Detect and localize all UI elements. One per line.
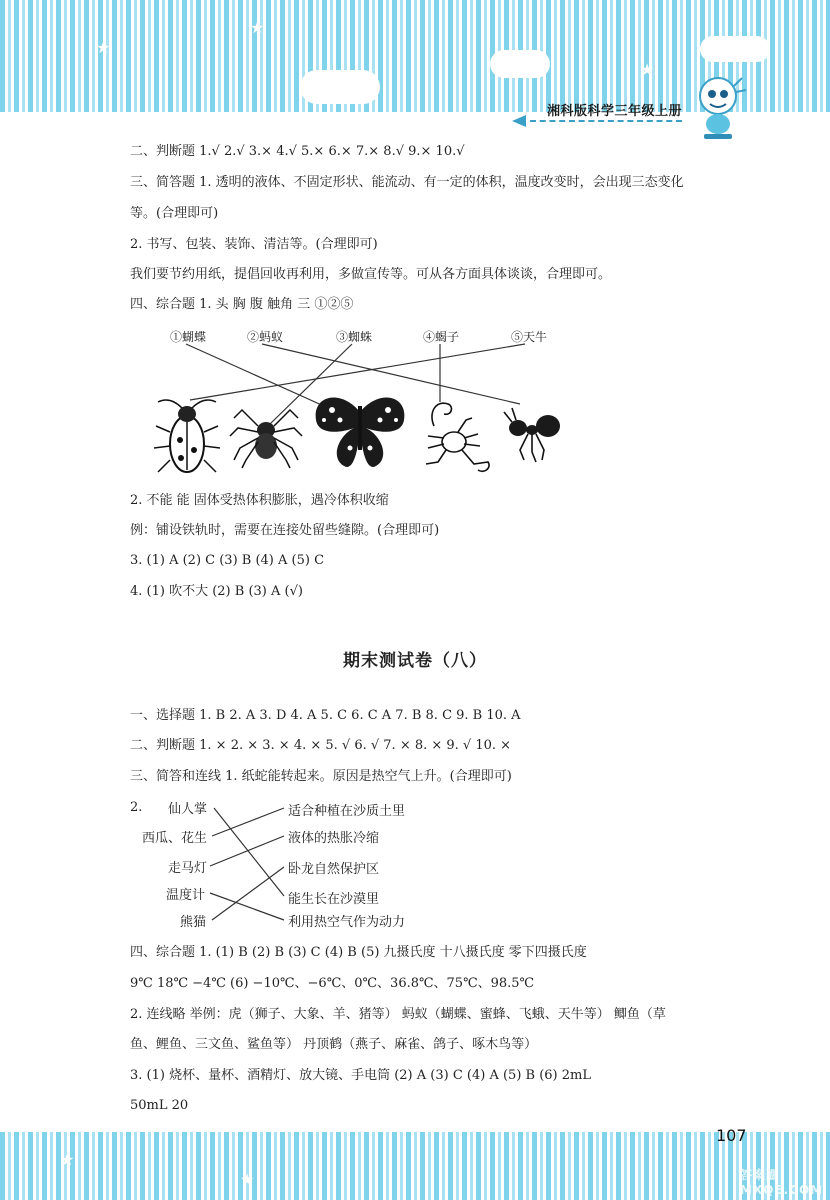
short-answer-2-cont: 我们要节约用纸，提倡回收再利用，多做宣传等。可从各方面具体谈谈，合理即可。 [130,267,612,282]
star-icon: ★ [240,1170,255,1189]
star-icon: ★ [60,1150,75,1169]
comprehensive-final-1: 四、综合题 1. (1) B (2) B (3) C (4) B (5) 九摄氏度 十八摄氏度 零下四摄氏度 [130,945,587,960]
watermark: 答案圈 MXQE.COM [740,1168,824,1197]
comprehensive-4: 4. (1) 吹不大 (2) B (3) A (√) [130,584,303,599]
comprehensive-final-2: 2. 连线略 举例：虎（狮子、大象、羊、猪等） 蚂蚁（蝴蝶、蜜蜂、飞蛾、天牛等） 鲫鱼（草 [130,1007,666,1022]
left-item: 西瓜、花生 [142,831,208,846]
match-label: ①蝴蝶 [170,330,207,344]
left-item: 走马灯 [168,861,208,876]
question-number: 2. [130,800,143,815]
right-item: 适合种植在沙质土里 [288,804,406,819]
choice-answers: 一、选择题 1. B 2. A 3. D 4. A 5. C 6. C A 7. B 8. C 9. B 10. A [130,708,521,723]
bottom-stripe-band [0,1132,830,1200]
short-answer-1-cont: 等。(合理即可) [130,206,219,221]
comprehensive-1: 四、综合题 1. 头 胸 腹 触角 三 ①②⑤ [130,297,354,312]
left-item: 熊猫 [180,915,207,930]
comprehensive-final-1-cont: 9℃ 18℃ −4℃ (6) −10℃、−6℃、0℃、36.8℃、75℃、98.5℃ [130,976,535,991]
match-label: ②蚂蚁 [247,330,284,344]
right-item: 卧龙自然保护区 [288,862,380,877]
comprehensive-3: 3. (1) A (2) C (3) B (4) A (5) C [130,553,325,568]
match-label: ④蝎子 [423,330,460,344]
comprehensive-final-2-cont: 鱼、鲤鱼、三文鱼、鲨鱼等） 丹顶鹤（燕子、麻雀、鸽子、啄木鸟等） [130,1037,538,1052]
left-item: 仙人掌 [168,802,208,817]
comprehensive-2: 2. 不能 能 固体受热体积膨胀，遇冷体积收缩 [130,493,389,508]
short-answer-connect: 三、简答和连线 1. 纸蛇能转起来。原因是热空气上升。(合理即可) [130,769,512,784]
judge-answers: 二、判断题 1.√ 2.√ 3.× 4.√ 5.× 6.× 7.× 8.√ 9.× 10.√ [130,144,465,159]
judge-answers-2: 二、判断题 1. × 2. × 3. × 4. × 5. √ 6. √ 7. × 8. × 9. √ 10. × [130,738,512,753]
right-item: 液体的热胀冷缩 [288,831,380,846]
match-label: ③蜘蛛 [336,330,373,344]
comprehensive-final-3: 3. (1) 烧杯、量杯、酒精灯、放大镜、手电筒 (2) A (3) C (4) A (5) B (6) 2mL [130,1068,591,1083]
right-item: 利用热空气作为动力 [288,915,406,930]
match-label: ⑤天牛 [511,330,548,344]
left-item: 温度计 [166,888,206,903]
section-title: 期末测试卷（八） [343,651,487,671]
right-item: 能生长在沙漠里 [288,892,380,907]
star-icon: ★ [250,18,265,37]
page-number: 107 [716,1126,747,1145]
star-icon: ★ [640,60,655,79]
comprehensive-2-example: 例：铺设铁轨时，需要在连接处留些缝隙。(合理即可) [130,523,440,538]
short-answer-2: 2. 书写、包装、装饰、清洁等。(合理即可) [130,237,378,252]
comprehensive-final-3-cont: 50mL 20 [130,1098,189,1113]
short-answer-1: 三、简答题 1. 透明的液体、不固定形状、能流动、有一定的体积，温度改变时，会出现三态变化 [130,175,684,190]
star-icon: ★ [96,38,111,57]
book-label: 湘科版科学三年级上册 [546,104,682,119]
